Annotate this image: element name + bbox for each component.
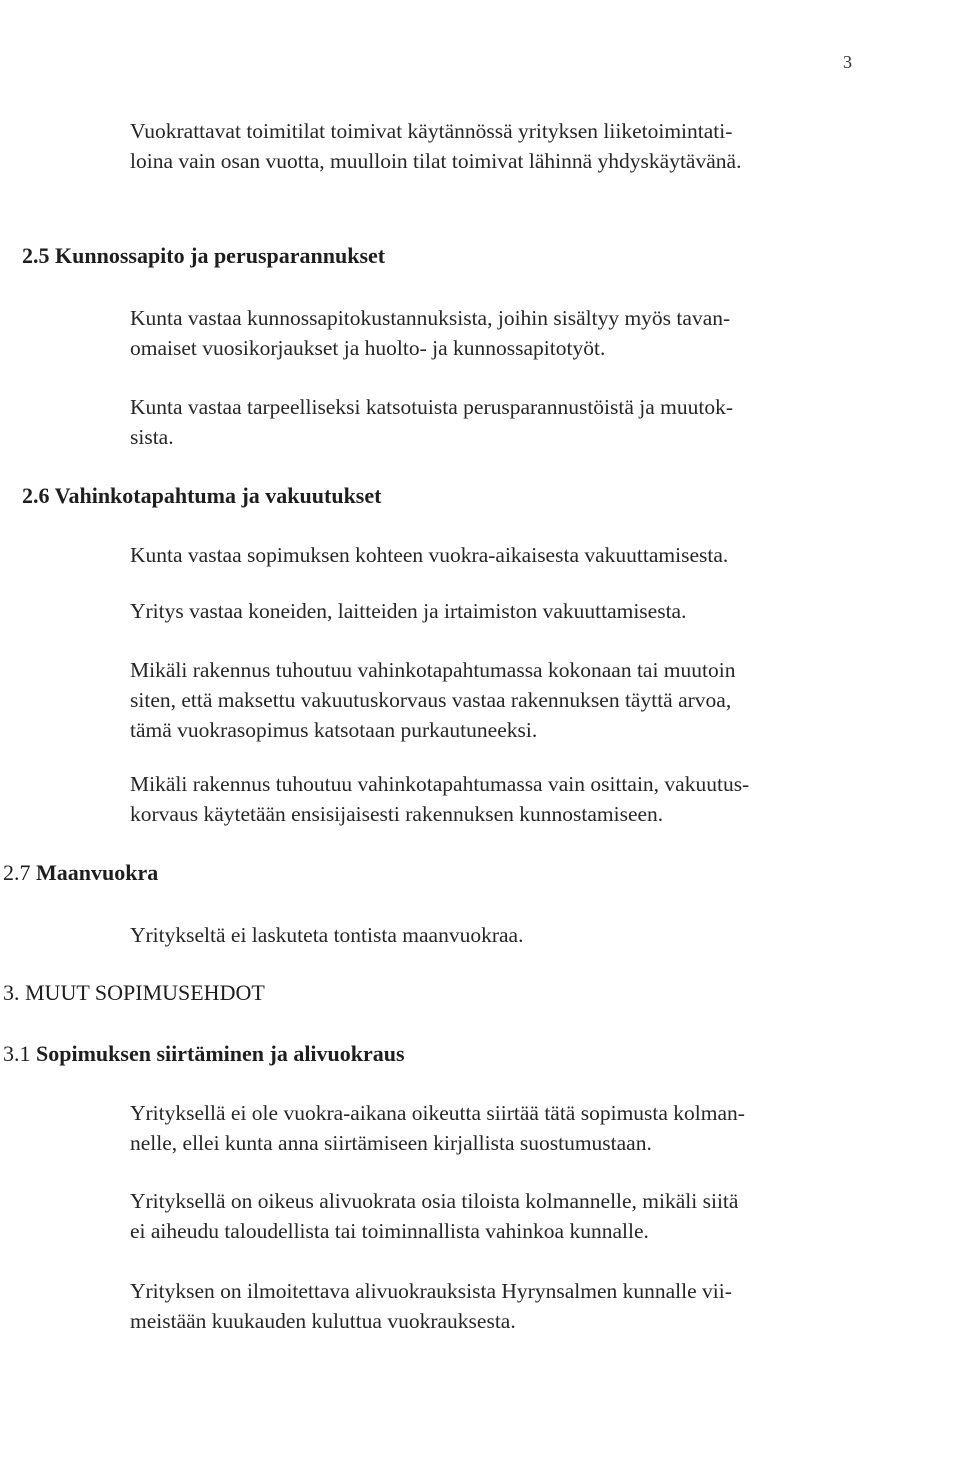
heading-number: 2.6 bbox=[22, 483, 50, 508]
heading-number: 2.5 bbox=[22, 243, 50, 268]
text-line: korvaus käytetään ensisijaisesti rakennuksen kunnostamiseen. bbox=[130, 802, 664, 826]
text-line: ei aiheudu taloudellista tai toiminnallista vahinkoa kunnalle. bbox=[130, 1219, 649, 1243]
text-line: omaiset vuosikorjaukset ja huolto- ja kunnossapitotyöt. bbox=[130, 336, 606, 360]
heading-title: Sopimuksen siirtäminen ja alivuokraus bbox=[36, 1041, 405, 1066]
text-line: Vuokrattavat toimitilat toimivat käytännössä yrityksen liiketoimintati- bbox=[130, 119, 733, 143]
paragraph-2-6-2 bbox=[130, 596, 860, 626]
paragraph-3-1-3 bbox=[130, 1276, 860, 1336]
heading-title: Vahinkotapahtuma ja vakuutukset bbox=[54, 483, 382, 508]
heading-2-6 bbox=[22, 483, 381, 509]
text-line: Mikäli rakennus tuhoutuu vahinkotapahtumassa vain osittain, vakuutus- bbox=[130, 772, 750, 796]
text-line: Yrityksellä ei ole vuokra-aikana oikeutta siirtää tätä sopimusta kolman- bbox=[130, 1101, 745, 1125]
paragraph-2-6-1 bbox=[130, 540, 860, 570]
text-line: meistään kuukauden kuluttua vuokrauksesta. bbox=[130, 1309, 516, 1333]
paragraph-3-1-2 bbox=[130, 1186, 860, 1246]
text-line: Kunta vastaa sopimuksen kohteen vuokra-aikaisesta vakuuttamisesta. bbox=[130, 543, 729, 567]
intro-paragraph bbox=[130, 116, 860, 176]
heading-number: 2.7 bbox=[3, 860, 31, 885]
text-line: Yrityksellä on oikeus alivuokrata osia tiloista kolmannelle, mikäli siitä bbox=[130, 1189, 739, 1213]
text-line: loina vain osan vuotta, muulloin tilat toimivat lähinnä yhdyskäytävänä. bbox=[130, 149, 742, 173]
text-line: sista. bbox=[130, 425, 174, 449]
text-line: siten, että maksettu vakuutuskorvaus vastaa rakennuksen täyttä arvoa, bbox=[130, 688, 732, 712]
paragraph-2-6-3 bbox=[130, 655, 860, 745]
text-line: Yritys vastaa koneiden, laitteiden ja irtaimiston vakuuttamisesta. bbox=[130, 599, 687, 623]
heading-number: 3.1 bbox=[3, 1041, 31, 1066]
paragraph-2-6-4 bbox=[130, 769, 860, 829]
heading-3-1 bbox=[3, 1041, 405, 1067]
text-line: Mikäli rakennus tuhoutuu vahinkotapahtumassa kokonaan tai muutoin bbox=[130, 658, 736, 682]
heading-2-5 bbox=[22, 243, 385, 269]
text-line: Yrityksen on ilmoitettava alivuokrauksista Hyrynsalmen kunnalle vii- bbox=[130, 1279, 732, 1303]
heading-number: 3. bbox=[3, 980, 20, 1005]
heading-title: MUUT SOPIMUSEHDOT bbox=[25, 980, 265, 1005]
heading-title: Kunnossapito ja perusparannukset bbox=[55, 243, 386, 268]
text-line: tämä vuokrasopimus katsotaan purkautuneeksi. bbox=[130, 718, 538, 742]
heading-title: Maanvuokra bbox=[36, 860, 159, 885]
page-number: 3 bbox=[843, 52, 852, 72]
paragraph-2-5-2 bbox=[130, 392, 860, 452]
text-line: Yritykseltä ei laskuteta tontista maanvuokraa. bbox=[130, 923, 524, 947]
heading-3 bbox=[3, 980, 265, 1006]
paragraph-3-1-1 bbox=[130, 1098, 860, 1158]
text-line: Kunta vastaa tarpeelliseksi katsotuista perusparannustöistä ja muutok- bbox=[130, 395, 734, 419]
heading-2-7 bbox=[3, 860, 158, 886]
text-line: Kunta vastaa kunnossapitokustannuksista, joihin sisältyy myös tavan- bbox=[130, 306, 731, 330]
text-line: nelle, ellei kunta anna siirtämiseen kirjallista suostumustaan. bbox=[130, 1131, 652, 1155]
paragraph-2-5-1 bbox=[130, 303, 860, 363]
paragraph-2-7-1 bbox=[130, 920, 860, 950]
